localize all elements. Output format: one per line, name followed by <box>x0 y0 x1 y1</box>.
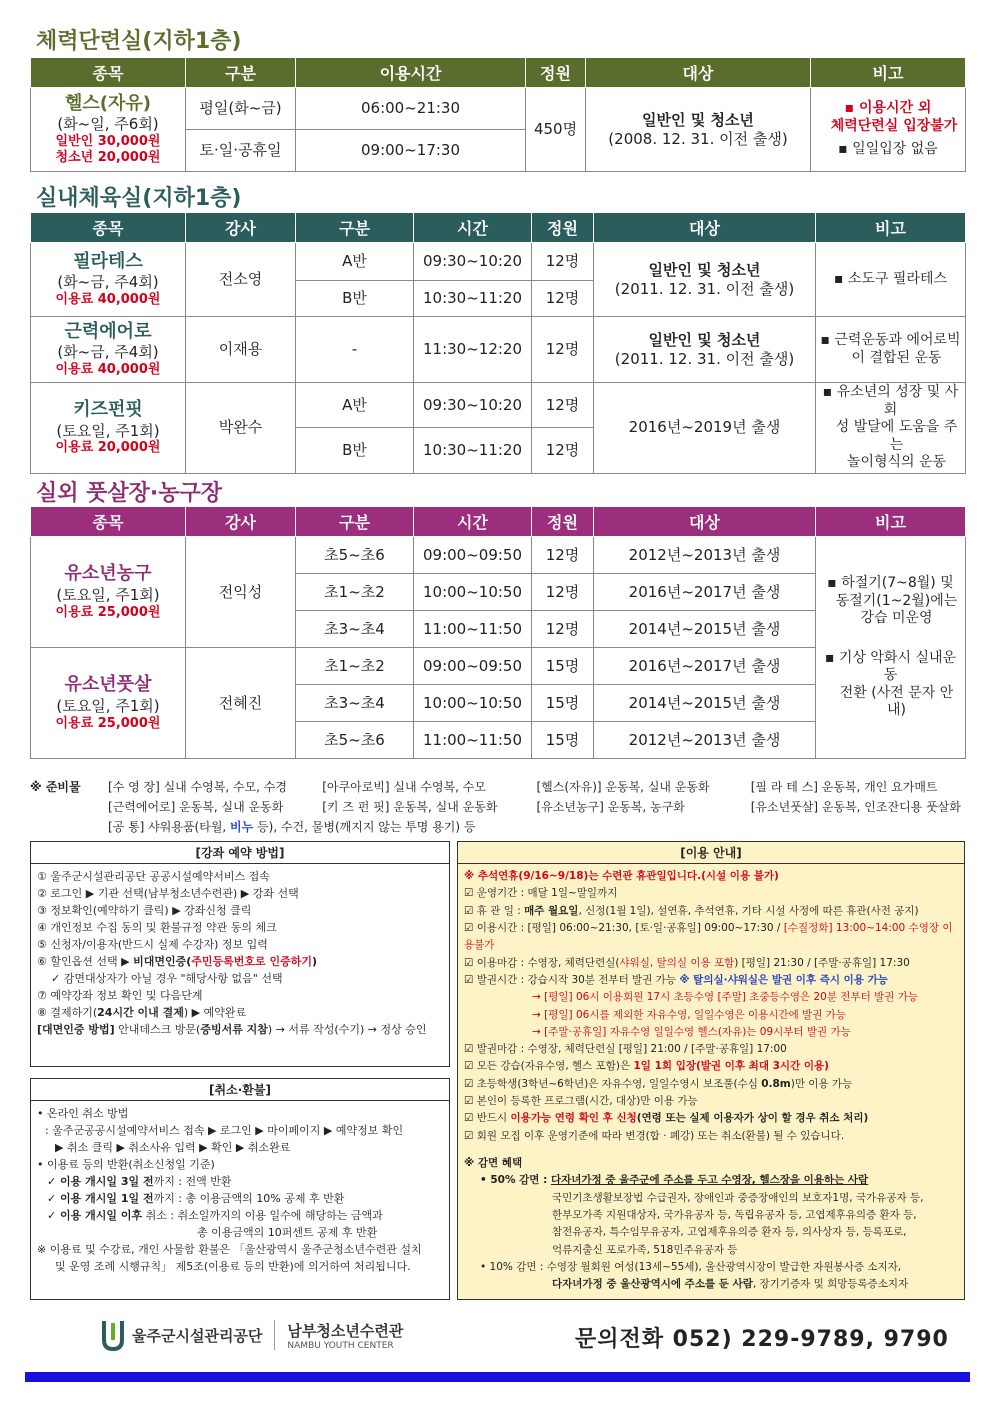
item-cell <box>31 243 186 317</box>
time-cell: 06:00~21:30 <box>296 88 526 130</box>
gubun-cell: 초5~초6 <box>296 722 414 759</box>
guide-line: 국민기초생활보장법 수급권자, 장애인과 중증장애인의 보호자1명, 국가유공자 등, <box>552 1191 924 1204</box>
time-cell: 11:00~11:50 <box>414 722 532 759</box>
capacity-cell: 12명 <box>532 383 594 428</box>
capacity-cell: 12명 <box>532 574 594 611</box>
capacity-cell: 15명 <box>532 722 594 759</box>
note-line: 동절기(1~2월)에는 <box>835 592 958 609</box>
step: [대면인증 방법] 안내데스크 방문(증빙서류 지참) → 서류 작성(수기) → 정상 승인 <box>37 1023 427 1037</box>
rule: ✓ 이용 개시일 3일 전까지 : 전액 반환 <box>47 1175 232 1189</box>
step: ⑤ 신청자/이용자(반드시 실제 수강자) 정보 입력 <box>37 938 268 952</box>
col-header: 비고 <box>811 58 966 88</box>
time-cell: 11:30~12:20 <box>414 317 532 383</box>
note-cell <box>816 317 966 383</box>
supplies-item: [헬스(자유)] 운동복, 실내 운동화 <box>536 779 710 794</box>
target-cell: 2016년~2017년 출생 <box>594 574 816 611</box>
capacity-cell: 12명 <box>532 317 594 383</box>
section-title-indoor: 실내체육실(지하1층) <box>36 186 242 211</box>
target-cell <box>594 317 816 383</box>
target-cell: 2016년~2019년 출생 <box>594 383 816 474</box>
gubun-cell: 초3~초4 <box>296 611 414 648</box>
item-cell <box>31 648 186 759</box>
rule: • 온라인 취소 방법 <box>37 1107 129 1120</box>
usage-guide <box>458 864 964 1298</box>
rule: ▶ 취소 클릭 ▶ 취소사유 입력 ▶ 확인 ▶ 취소완료 <box>55 1141 291 1155</box>
note-line: ▪ 기상 악화시 실내운동 <box>819 650 962 685</box>
supplies-item: [수 영 장] 실내 수영복, 수모, 수경 <box>108 779 287 794</box>
note-cell <box>816 383 966 474</box>
note-line: 놀이형식의 운동 <box>846 454 947 470</box>
guide-line: ☑ 이용마감 : 수영장, 체력단련실(샤워실, 탈의실 이용 포함) [평일] 21:30 / [주말·공휴일] 17:30 <box>464 956 910 969</box>
supplies-item: [필 라 테 스] 운동복, 개인 요가매트 <box>750 779 938 794</box>
col-header: 비고 <box>816 507 966 537</box>
target-main: 일반인 및 청소년 <box>648 260 761 279</box>
item-name: 유소년풋살 <box>64 674 152 696</box>
guide-line: ☑ 반드시 이용가능 연령 확인 후 신청(연령 또는 실제 이용자가 상이 할 경우 취소 처리) <box>464 1112 869 1125</box>
contact-phone: 문의전화 052) 229-9789, 9790 <box>575 1327 949 1352</box>
gubun-cell: 토·일·공휴일 <box>186 130 296 172</box>
guide-line: 한부모가족 지원대상자, 국가유공자 등, 독립유공자 등, 고엽제후유의증 환자 등, <box>552 1208 917 1221</box>
step: ① 울주군시설관리공단 공공시설예약서비스 접속 <box>37 870 270 883</box>
col-header: 시간 <box>414 507 532 537</box>
guide-line: ☑ 이용시간 : [평일] 06:00~21:30, [토·일·공휴일] 09:00~17:30 / [수질정화] 13:00~14:00 수영장 이용불가 <box>464 921 953 952</box>
fee-adult: 일반인 30,000원 <box>55 133 161 149</box>
rule: : 울주군공공시설예약서비스 접속 ▶ 로그인 ▶ 마이페이지 ▶ 예약정보 확인 <box>45 1124 404 1138</box>
reservation-box <box>30 841 450 1067</box>
rule: • 이용료 등의 반환(취소신청일 기준) <box>37 1158 215 1172</box>
note-line: 성 발달에 도움을 주는 <box>835 419 958 453</box>
col-header: 정원 <box>532 213 594 243</box>
item-name: 필라테스 <box>73 250 143 272</box>
step: ④ 개인정보 수집 동의 및 환불규정 약관 동의 체크 <box>37 921 277 935</box>
target-cell <box>594 243 816 317</box>
capacity-cell: 12명 <box>532 537 594 574</box>
col-header: 정원 <box>532 507 594 537</box>
col-header: 종목 <box>31 213 186 243</box>
note-line: ▪ 하절기(7~8월) 및 <box>819 575 962 593</box>
center-name: 남부청소년수련관 <box>287 1321 404 1340</box>
org-name: 울주군시설관리공단 <box>132 1326 263 1345</box>
capacity-cell: 15명 <box>532 685 594 722</box>
box-title: [이용 안내] <box>458 842 964 864</box>
time-cell: 10:00~10:50 <box>414 574 532 611</box>
time-cell: 10:00~10:50 <box>414 685 532 722</box>
supplies-lead: ※ 준비물 <box>30 779 81 794</box>
target-sub: (2011. 12. 31. 이전 출생) <box>614 349 795 368</box>
indoor-table <box>30 212 966 474</box>
rule: ✓ 이용 개시일 이후 취소 : 취소일까지의 이용 일수에 해당하는 금액과 <box>47 1209 383 1223</box>
guide-line: → [주말·공휴일] 자유수영 일일수영 헬스(자유)는 09시부터 발권 가능 <box>532 1025 851 1038</box>
step-sub: ✓ 감면대상자가 아닐 경우 "해당사항 없음" 선택 <box>51 972 283 986</box>
teacher-cell: 박완수 <box>186 383 296 474</box>
rule: ※ 이용료 및 수강료, 개인 사물함 환불은 「울산광역시 울주군청소년수련관 설치 <box>37 1243 422 1257</box>
rule: ✓ 이용 개시일 1일 전까지 : 총 이용금액의 10% 공제 후 반환 <box>47 1192 345 1206</box>
item-cell <box>31 88 186 172</box>
item-fee: 이용료 25,000원 <box>55 715 161 731</box>
col-header: 구분 <box>186 58 296 88</box>
col-header: 대상 <box>594 507 816 537</box>
note-cell <box>816 537 966 759</box>
col-header: 구분 <box>296 507 414 537</box>
item-fee: 이용료 25,000원 <box>55 604 161 620</box>
target-sub: (2011. 12. 31. 이전 출생) <box>614 279 795 298</box>
supplies-item: [근력에어로] 운동복, 실내 운동화 <box>108 799 284 814</box>
item-cell <box>31 317 186 383</box>
supplies-item: [유소년풋살] 운동복, 인조잔디용 풋살화 <box>750 799 961 814</box>
capacity-cell: 450명 <box>526 88 586 172</box>
target-cell <box>586 88 811 172</box>
item-cell <box>31 383 186 474</box>
time-cell: 09:00~17:30 <box>296 130 526 172</box>
guide-line: 참전유공자, 특수임무유공자, 고엽제후유의증 환자 등, 의사상자 등, 등록포로, <box>552 1226 907 1239</box>
supplies-common-a: [공 통] 샤워용품(타월, <box>108 819 231 834</box>
time-cell: 09:30~10:20 <box>414 383 532 428</box>
col-header: 대상 <box>594 213 816 243</box>
col-header: 정원 <box>526 58 586 88</box>
time-cell: 09:00~09:50 <box>414 537 532 574</box>
center-name-en: NAMBU YOUTH CENTER <box>287 1340 394 1351</box>
guide-line: ☑ 발권마감 : 수영장, 체력단련실 [평일] 21:00 / [주말·공휴일] 17:00 <box>464 1043 787 1056</box>
box-title: [취소·환불] <box>31 1079 449 1101</box>
guide-line: ※ 추석연휴(9/16~9/18)는 수련관 휴관일입니다.(시설 이용 불가) <box>464 870 779 882</box>
target-main: 일반인 및 청소년 <box>642 110 754 129</box>
step: ⑥ 할인옵션 선택 ▶ 비대면인증(주민등록번호로 인증하기) <box>37 955 317 969</box>
time-cell: 10:30~11:20 <box>414 428 532 473</box>
time-cell: 11:00~11:50 <box>414 611 532 648</box>
item-name: 유소년농구 <box>64 563 152 585</box>
gubun-cell: B반 <box>296 281 414 317</box>
gubun-cell: 평일(화~금) <box>186 88 296 130</box>
gubun-cell: B반 <box>296 428 414 473</box>
item-schedule: (토요일, 주1회) <box>56 585 160 604</box>
time-cell: 09:30~10:20 <box>414 243 532 281</box>
guide-line: ☑ 본인이 등록한 프로그램(시간, 대상)만 이용 가능 <box>464 1095 698 1108</box>
item-name: 헬스(자유) <box>64 92 151 114</box>
time-cell: 10:30~11:20 <box>414 281 532 317</box>
teacher-cell: 이재용 <box>186 317 296 383</box>
note-cell <box>816 243 966 317</box>
fee-youth: 청소년 20,000원 <box>55 150 161 166</box>
guide-line: ☑ 모든 강습(자유수영, 헬스 포함)은 1일 1회 입장(발권 이후 최대 3시간 이용) <box>464 1060 829 1073</box>
rule: 총 이용금액의 10퍼센트 공제 후 반환 <box>197 1226 378 1240</box>
guide-line: ☑ 초등학생(3학년~6학년)은 자유수영, 일일수영시 보조풀(수심 0.8m)만 이용 가능 <box>464 1077 853 1090</box>
item-fee: 이용료 40,000원 <box>55 362 161 377</box>
target-cell: 2012년~2013년 출생 <box>594 722 816 759</box>
gubun-cell: 초5~초6 <box>296 537 414 574</box>
footer-bar <box>25 1372 970 1382</box>
teacher-cell: 전혜진 <box>186 648 296 759</box>
col-header: 종목 <box>31 58 186 88</box>
col-header: 대상 <box>586 58 811 88</box>
capacity-cell: 12명 <box>532 243 594 281</box>
item-schedule: (화~금, 주4회) <box>57 273 159 292</box>
item-cell <box>31 537 186 648</box>
note-line: ▪ 유소년의 성장 및 사회 <box>819 384 962 419</box>
supplies-common <box>108 818 965 835</box>
step: ③ 정보확인(예약하기 클릭) ▶ 강좌신청 클릭 <box>37 904 252 918</box>
section-title-fitness: 체력단련실(지하1층) <box>36 29 242 54</box>
guide-line: ☑ 휴 관 일 : 매주 월요일, 신정(1월 1일), 설연휴, 추석연휴, 기타 시설 사정에 따른 휴관(사전 공지) <box>464 904 919 917</box>
target-cell: 2012년~2013년 출생 <box>594 537 816 574</box>
target-cell: 2014년~2015년 출생 <box>594 685 816 722</box>
supplies-item: [키 즈 펀 핏] 운동복, 실내 운동화 <box>322 799 498 814</box>
guide-line: • 50% 감면 : 다자녀가정 중 울주군에 주소를 두고 수영장, 헬스장을 이용하는 사람 <box>480 1174 869 1187</box>
cancel-box <box>30 1078 450 1300</box>
teacher-cell: 전소영 <box>186 243 296 317</box>
col-header: 강사 <box>186 507 296 537</box>
gubun-cell: 초3~초4 <box>296 685 414 722</box>
note-line: 이 결합된 운동 <box>851 349 942 366</box>
note-line: ▪ 근력운동과 에어로빅 <box>819 332 962 350</box>
item-schedule: (토요일, 주1회) <box>56 421 160 440</box>
note-line: ▪ 소도구 필라테스 <box>819 271 962 289</box>
rule: 및 운영 조례 시행규칙」 제5조(이용료 등의 반환)에 의거하여 처리됩니다. <box>55 1260 411 1274</box>
supplies-item: [유소년농구] 운동복, 농구화 <box>536 799 685 814</box>
note-line: ▪ 이용시간 외 <box>814 100 962 118</box>
step: ② 로그인 ▶ 기관 선택(남부청소년수련관) ▶ 강좌 선택 <box>37 887 299 901</box>
capacity-cell: 12명 <box>532 611 594 648</box>
guide-line: 억류지출신 포로가족, 518민주유공자 등 <box>552 1243 738 1256</box>
col-header: 이용시간 <box>296 58 526 88</box>
item-name: 근력에어로 <box>64 320 152 342</box>
note-line: 강습 미운영 <box>860 610 933 627</box>
note-line: 체력단련실 입장불가 <box>830 117 958 134</box>
gubun-cell: - <box>296 317 414 383</box>
col-header: 종목 <box>31 507 186 537</box>
fitness-table <box>30 57 966 172</box>
target-main: 일반인 및 청소년 <box>648 330 761 349</box>
supplies-list <box>30 776 965 836</box>
col-header: 비고 <box>816 213 966 243</box>
guide-line: ☑ 발권시간 : 강습시작 30분 전부터 발권 가능 ※ 탈의실·샤워실은 발권 이후 즉시 이용 가능 <box>464 973 888 986</box>
guide-line: → [평일] 06시를 제외한 자유수영, 일일수영은 이용시간에 발권 가능 <box>532 1008 846 1021</box>
note-line: ▪ 일일입장 없음 <box>814 141 962 159</box>
target-cell: 2014년~2015년 출생 <box>594 611 816 648</box>
logo-icon <box>100 1318 126 1352</box>
item-schedule: (화~금, 주4회) <box>57 343 159 362</box>
col-header: 시간 <box>414 213 532 243</box>
guide-line: ※ 감면 혜택 <box>464 1157 523 1169</box>
supplies-common-c: 등), 수건, 물병(깨지지 않는 투명 용기) 등 <box>253 819 476 834</box>
supplies-item: [아쿠아로빅] 실내 수영복, 수모 <box>322 779 486 794</box>
divider <box>274 1320 275 1350</box>
capacity-cell: 12명 <box>532 428 594 473</box>
capacity-cell: 12명 <box>532 281 594 317</box>
step: ⑧ 결제하기(24시간 이내 결제) ▶ 예약완료 <box>37 1006 247 1020</box>
cancel-rules <box>31 1101 449 1279</box>
item-fee: 이용료 20,000원 <box>55 440 161 456</box>
guide-line: ☑ 운영기간 : 매달 1일~말일까지 <box>464 887 618 900</box>
gubun-cell: A반 <box>296 383 414 428</box>
note-cell <box>811 88 966 172</box>
section-title-outdoor: 실외 풋살장·농구장 <box>36 481 223 506</box>
guide-line: 다자녀가정 중 울산광역시에 주소를 둔 사람, 장기기증자 및 희망등록증소지자 <box>552 1278 909 1291</box>
item-fee: 이용료 40,000원 <box>55 292 161 307</box>
target-cell: 2016년~2017년 출생 <box>594 648 816 685</box>
reservation-steps <box>31 864 449 1042</box>
col-header: 구분 <box>296 213 414 243</box>
guide-line: • 10% 감면 : 수영장 월회원 여성(13세~55세), 울산광역시장이 발급한 자원봉사증 소지자, <box>480 1260 902 1273</box>
guide-line: ☑ 회원 모집 이후 운영기준에 따라 변경(합 · 폐강) 또는 취소(환불) 될 수 있습니다. <box>464 1129 845 1142</box>
footer-logo <box>100 1318 403 1352</box>
outdoor-table <box>30 506 966 759</box>
item-schedule: (화~일, 주6회) <box>57 115 159 134</box>
note-line: 전환 (사전 문자 안내) <box>839 684 954 719</box>
guide-line: → [평일] 06시 이용회원 17시 초등수영 [주말] 초중등수영은 20분 전부터 발권 가능 <box>532 991 918 1004</box>
box-title: [강좌 예약 방법] <box>31 842 449 864</box>
supplies-common-b: 비누 <box>230 819 254 834</box>
step: ⑦ 예약강좌 정보 확인 및 다음단계 <box>37 989 203 1003</box>
item-name: 키즈펀핏 <box>73 399 143 420</box>
usage-guide-box <box>457 841 965 1300</box>
teacher-cell: 전익성 <box>186 537 296 648</box>
capacity-cell: 15명 <box>532 648 594 685</box>
time-cell: 09:00~09:50 <box>414 648 532 685</box>
col-header: 강사 <box>186 213 296 243</box>
gubun-cell: A반 <box>296 243 414 281</box>
gubun-cell: 초1~초2 <box>296 574 414 611</box>
item-schedule: (토요일, 주1회) <box>56 696 160 715</box>
gubun-cell: 초1~초2 <box>296 648 414 685</box>
target-sub: (2008. 12. 31. 이전 출생) <box>608 129 788 148</box>
